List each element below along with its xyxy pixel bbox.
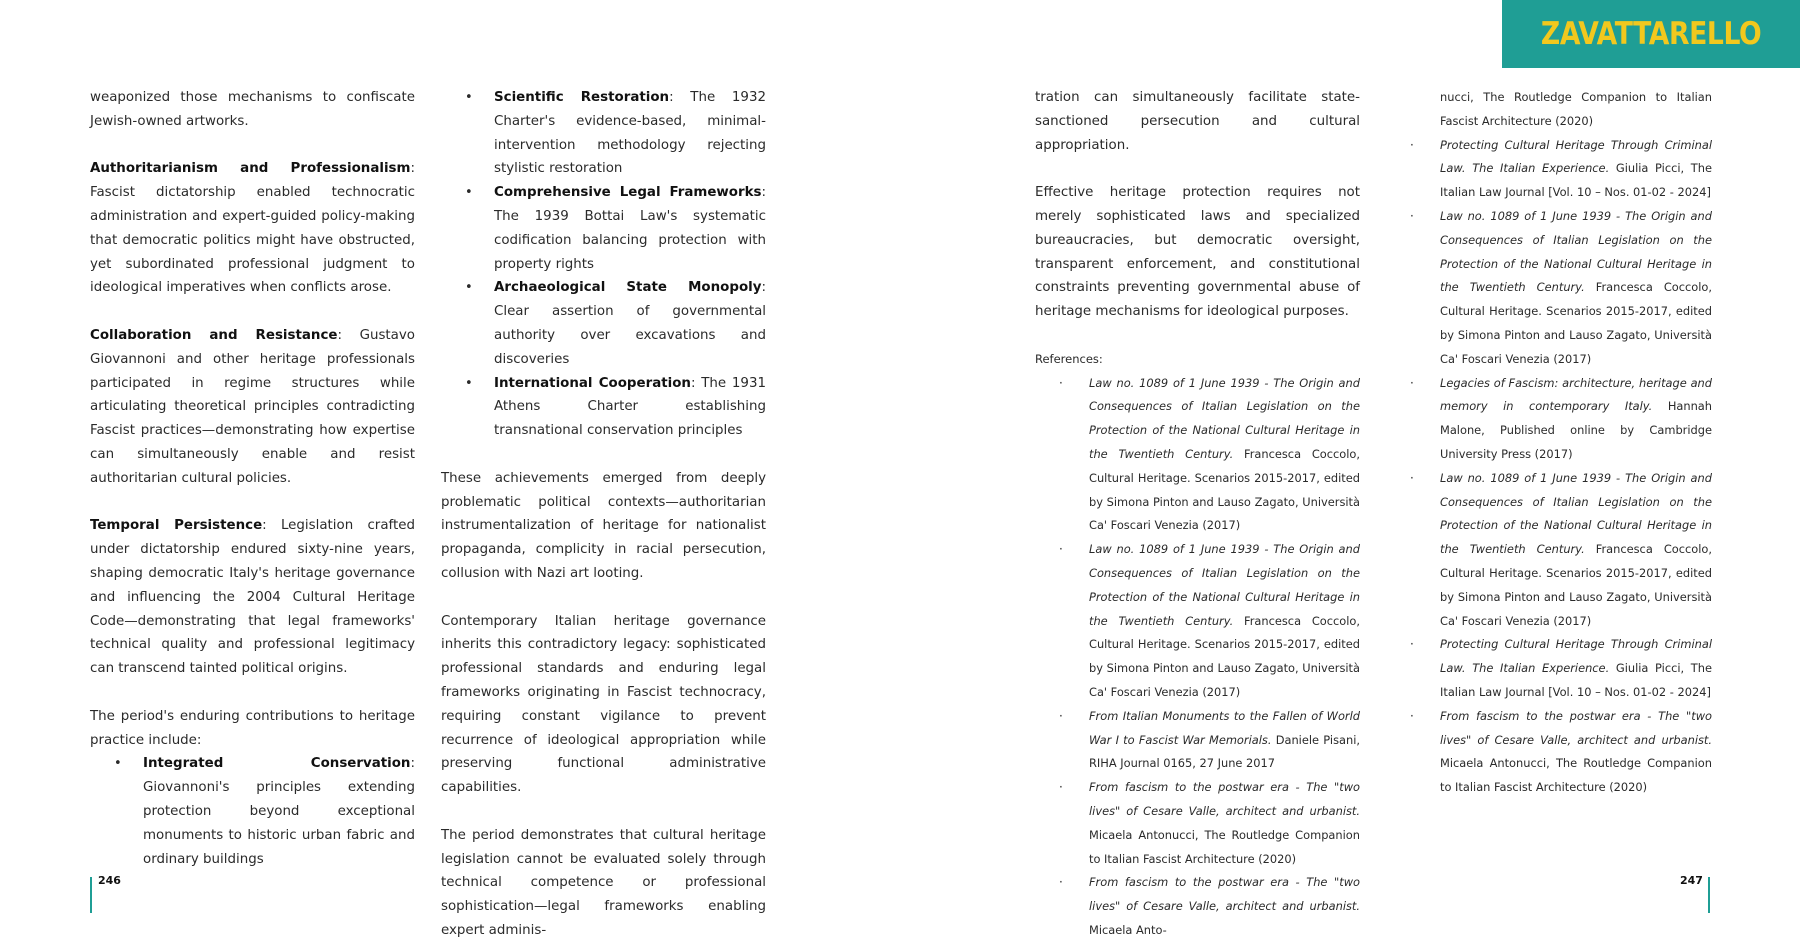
reference-title: From fascism to the postwar era - The "two lives" of Cesare Valle, architect and urbanist. <box>1089 875 1360 914</box>
page-number: 246 <box>98 874 121 887</box>
list-item <box>441 276 766 371</box>
list-item <box>90 752 415 871</box>
right-page-column-1 <box>1035 86 1360 943</box>
reference-title: Protecting Cultural Heritage Through Criminal Law. The Italian Experience. <box>1440 137 1712 176</box>
reference-details: Daniele Pisani, RIHA Journal 0165, 27 June 2017 <box>1089 732 1360 771</box>
paragraph <box>90 324 415 491</box>
paragraph-heading: Authoritarianism and Professionalism <box>90 161 411 177</box>
reference-title: Protecting Cultural Heritage Through Criminal Law. The Italian Experience. <box>1440 637 1712 676</box>
reference-details: Francesca Coccolo, Cultural Heritage. Scenarios 2015-2017, edited by Simona Pinton and Lauso Zagato, Università Ca' Foscari Venezia (2017) <box>1440 280 1713 366</box>
reference-details: Micaela Antonucci, The Routledge Companion to Italian Fascist Architecture (2020) <box>1440 756 1712 795</box>
reference-title: From fascism to the postwar era - The "two lives" of Cesare Valle, architect and urbanist. <box>1089 780 1360 818</box>
contributions-list-continued <box>441 86 766 443</box>
list-item-body: : The 1932 Charter's evidence-based, minimal-intervention methodology rejecting stylistic restoration <box>494 90 766 177</box>
reference-title: Law no. 1089 of 1 June 1939 - The Origin and Consequences of Italian Legislation on the Protection of the National Cultural Heritage in the Twentieth Century. <box>1440 470 1712 557</box>
references-list <box>1035 372 1360 943</box>
list-item-body: : The 1939 Bottai Law's systematic codification balancing protection with property rights <box>494 185 766 272</box>
left-page-column-1 <box>90 86 415 871</box>
reference-title: Legacies of Fascism: architecture, heritage and memory in contemporary Italy. <box>1440 375 1712 414</box>
reference-details: Hannah Malone, Published online by Cambridge University Press (2017) <box>1440 399 1712 461</box>
page-number: 247 <box>1680 874 1703 887</box>
paragraph: weaponized those mechanisms to confiscate Jewish-owned artworks. <box>90 90 415 129</box>
reference-item <box>1035 538 1360 705</box>
paragraph: The period demonstrates that cultural heritage legislation cannot be evaluated solely through technical competence or professional sophistication—legal frameworks enabling expert adminis- <box>441 827 766 938</box>
reference-item <box>1440 705 1712 800</box>
reference-title: Law no. 1089 of 1 June 1939 - The Origin and Consequences of Italian Legislation on the Protection of the National Cultural Heritage in the Twentieth Century. <box>1089 375 1360 461</box>
reference-item <box>1440 372 1712 467</box>
brand-title: ZAVATTARELLO <box>1540 16 1762 52</box>
reference-item <box>1035 776 1360 871</box>
list-item <box>441 372 766 443</box>
reference-details: Francesca Coccolo, Cultural Heritage. Scenarios 2015-2017, edited by Simona Pinton and Lauso Zagato, Università Ca' Foscari Venezia (2017) <box>1089 446 1361 533</box>
paragraph: These achievements emerged from deeply problematic political contexts—authoritarian instrumentalization of heritage for nationalist propaganda, complicity in racial persecution, collusion with Nazi art looting. <box>441 470 766 581</box>
reference-item <box>1440 205 1712 372</box>
reference-item <box>1440 134 1712 205</box>
list-item-heading: Scientific Restoration <box>494 90 670 105</box>
reference-details: Giulia Picci, The Italian Law Journal [Vol. 10 – Nos. 01-02 - 2024] <box>1440 161 1712 200</box>
list-item-body: : Clear assertion of governmental authority over excavations and discoveries <box>494 280 766 367</box>
paragraph: The period's enduring contributions to heritage practice include: <box>90 708 415 748</box>
list-item-heading: International Cooperation <box>494 375 691 391</box>
contributions-list <box>90 752 415 871</box>
paragraph-heading: Collaboration and Resistance <box>90 327 338 343</box>
paragraph-heading: Temporal Persistence <box>90 518 263 534</box>
reference-title: Law no. 1089 of 1 June 1939 - The Origin and Consequences of Italian Legislation on the Protection of the National Cultural Heritage in the Twentieth Century. <box>1089 542 1360 628</box>
reference-details: Micaela Antonucci, The Routledge Companion to Italian Fascist Architecture (2020) <box>1089 827 1360 866</box>
reference-details: Giulia Picci, The Italian Law Journal [Vol. 10 – Nos. 01-02 - 2024] <box>1440 661 1712 699</box>
list-item <box>441 86 766 181</box>
paragraph-body: : Fascist dictatorship enabled technocratic administration and expert-guided policy-making that democratic politics might have obstructed, yet subordinated professional judgment to ideological imperatives when conflicts arose. <box>90 161 415 296</box>
reference-title: From fascism to the postwar era - The "two lives" of Cesare Valle, architect and urbanist. <box>1440 708 1712 747</box>
paragraph-body: : Gustavo Giovannoni and other heritage professionals participated in regime structures while articulating theoretical principles contradicting Fascist practices—demonstrating how expertise can simultaneously enable and resist authoritarian cultural policies. <box>90 327 415 486</box>
reference-title: From Italian Monuments to the Fallen of World War I to Fascist War Memorials. <box>1089 708 1360 747</box>
references-label: References: <box>1035 351 1103 366</box>
paragraph: tration can simultaneously facilitate state-sanctioned persecution and cultural appropriation. <box>1035 90 1360 153</box>
left-page-column-2 <box>441 86 766 943</box>
list-item-body: : The 1931 Athens Charter establishing transnational conservation principles <box>494 375 766 439</box>
reference-item <box>1035 372 1360 539</box>
list-item-heading: Integrated Conservation <box>143 756 411 772</box>
paragraph: Contemporary Italian heritage governance inherits this contradictory legacy: sophisticated professional standards and enduring legal frameworks originating in Fascist technocracy, requiring constant vigilance to prevent recurrence of ideological appropriation while preserving functional administrative capabilities. <box>441 613 766 796</box>
reference-details: Francesca Coccolo, Cultural Heritage. Scenarios 2015-2017, edited by Simona Pinton and Lauso Zagato, Università Ca' Foscari Venezia (2017) <box>1089 613 1361 699</box>
reference-details: Micaela Anto- <box>1089 922 1167 937</box>
list-item-body: : Giovannoni's principles extending protection beyond exceptional monuments to historic urban fabric and ordinary buildings <box>143 756 415 867</box>
right-page-column-2 <box>1440 86 1712 800</box>
reference-item <box>1035 705 1360 776</box>
list-item <box>441 181 766 276</box>
reference-item <box>1440 467 1712 634</box>
references-list-continued <box>1440 86 1712 800</box>
reference-title: Law no. 1089 of 1 June 1939 - The Origin and Consequences of Italian Legislation on the Protection of the National Cultural Heritage in the Twentieth Century. <box>1440 208 1712 295</box>
reference-item <box>1440 633 1712 704</box>
brand-header <box>1502 0 1800 68</box>
reference-item <box>1035 871 1360 942</box>
reference-details: Francesca Coccolo, Cultural Heritage. Scenarios 2015-2017, edited by Simona Pinton and Lauso Zagato, Università Ca' Foscari Venezia (2017) <box>1440 542 1713 628</box>
page-number-rule <box>90 877 92 913</box>
paragraph <box>90 157 415 300</box>
page-number-rule <box>1708 877 1710 913</box>
list-item-heading: Archaeological State Monopoly <box>494 280 762 296</box>
paragraph: Effective heritage protection requires not merely sophisticated laws and specialized bureaucracies, but democratic oversight, transparent enforcement, and constitutional constraints preventing governmental abuse of heritage mechanisms for ideological purposes. <box>1035 185 1360 320</box>
list-item-heading: Comprehensive Legal Frameworks <box>494 185 762 201</box>
reference-continuation: nucci, The Routledge Companion to Italian Fascist Architecture (2020) <box>1440 90 1712 128</box>
paragraph-body: : Legislation crafted under dictatorship endured sixty-nine years, shaping democratic Italy's heritage governance and influencing the 2004 Cultural Heritage Code—demonstrating that legal frameworks' technical quality and professional legitimacy can transcend tainted political origins. <box>90 518 415 677</box>
paragraph <box>90 514 415 681</box>
